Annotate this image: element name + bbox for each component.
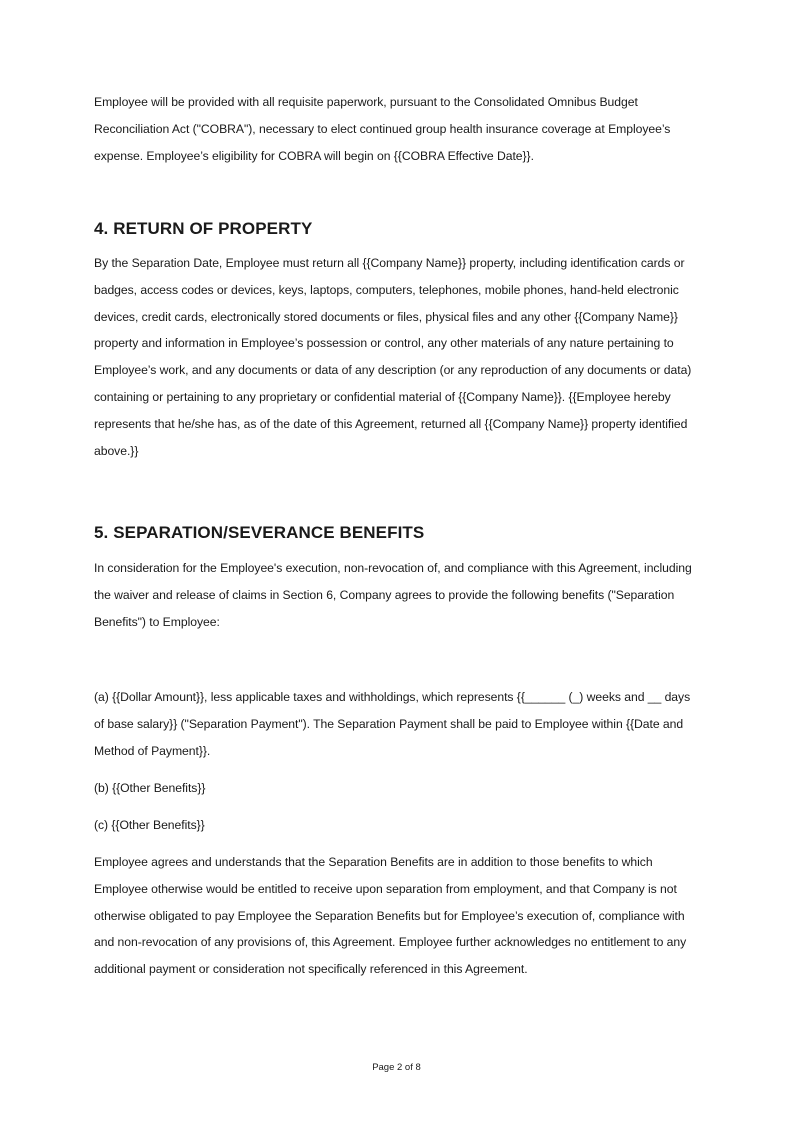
cobra-paragraph: Employee will be provided with all requisite paperwork, pursuant to the Consolidated Omnibus Budget Reconciliation Act ("COBRA"), necessary to elect continued group health insurance coverage at Employee’s expense. Employee’s eligibility for COBRA will begin on {{COBRA Effective Date}}. xyxy=(94,95,671,163)
section-5-heading-block xyxy=(94,522,698,544)
section-5-item-b-block xyxy=(94,775,698,802)
section-4-heading-block xyxy=(94,218,698,240)
section-5-closing-block xyxy=(94,849,698,983)
section-5-item-c-block xyxy=(94,812,698,839)
section-4-heading: 4. RETURN OF PROPERTY xyxy=(94,219,313,238)
section-5-heading: 5. SEPARATION/SEVERANCE BENEFITS xyxy=(94,523,425,542)
section-5-closing: Employee agrees and understands that the Separation Benefits are in addition to those benefits to which Employee otherwise would be entitled to receive upon separation from employment, and that Company is not otherwise obligated to pay Employee the Separation Benefits but for Employee’s execution of, compliance with and non-revocation of any provisions of, this Agreement. Employee further acknowledges no entitlement to any additional payment or consideration not specifically referenced in this Agreement. xyxy=(94,855,687,977)
section-5-intro-block xyxy=(94,555,698,635)
cobra-paragraph-block xyxy=(94,89,698,169)
section-4-body: By the Separation Date, Employee must return all {{Company Name}} property, including identification cards or badges, access codes or devices, keys, laptops, computers, telephones, mobile phones, hand-held electronic devices, credit cards, electronically stored documents or files, physical files and any other {{Company Name}} property and information in Employee’s possession or control, any other materials of any nature pertaining to Employee’s work, and any documents or data of any description (or any reproduction of any documents or data) containing or pertaining to any proprietary or confidential material of {{Company Name}}. {{Employee hereby represents that he/she has, as of the date of this Agreement, returned all {{Company Name}} property identified above.}} xyxy=(94,256,692,458)
section-5-item-b: (b) {{Other Benefits}} xyxy=(94,781,206,795)
section-5-item-a-block xyxy=(94,684,698,764)
section-5-item-c: (c) {{Other Benefits}} xyxy=(94,818,205,832)
section-5-intro: In consideration for the Employee's execution, non-revocation of, and compliance with this Agreement, including the waiver and release of claims in Section 6, Company agrees to provide the following benefits ("Separation Benefits") to Employee: xyxy=(94,561,692,629)
page-number-footer: Page 2 of 8 xyxy=(372,1062,421,1073)
section-5-item-a: (a) {{Dollar Amount}}, less applicable taxes and withholdings, which represents {{______ (_) weeks and __ days of base salary}} ("Separation Payment"). The Separation Payment shall be paid to Employee within {{Date and Method of Payment}}. xyxy=(94,690,691,758)
section-4-body-block xyxy=(94,250,698,464)
